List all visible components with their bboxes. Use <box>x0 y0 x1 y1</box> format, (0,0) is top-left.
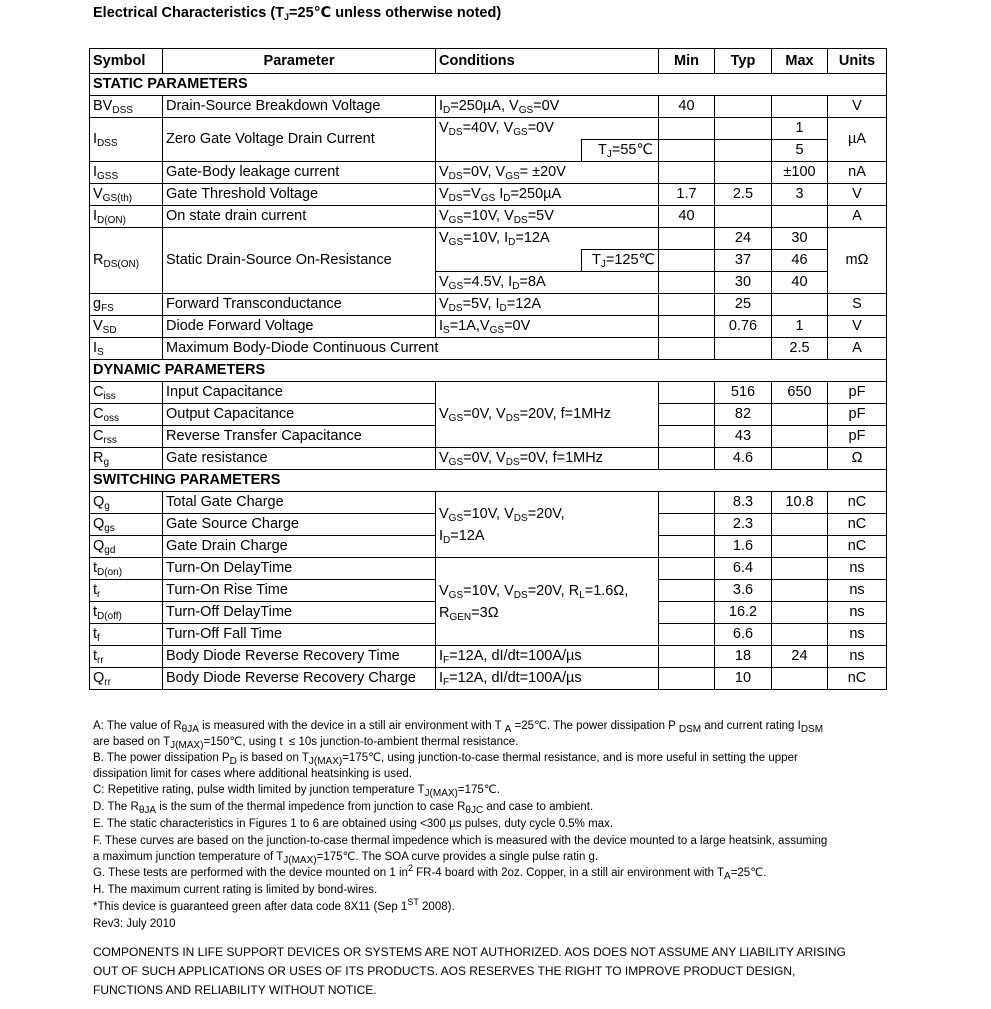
min-cell <box>659 162 715 184</box>
min-cell <box>659 382 715 404</box>
max-cell <box>772 558 828 580</box>
symbol-cell: $Q_{gd}$ <box>90 536 163 558</box>
parameter-cell: Forward Transconductance <box>163 294 436 316</box>
min-cell <box>659 492 715 514</box>
note-green: *This device is guaranteed green after data code 8X11 (Sep 1ST 2008). <box>93 897 455 913</box>
typ-cell <box>715 162 772 184</box>
min-cell <box>659 536 715 558</box>
max-cell: 30 <box>772 228 828 250</box>
header-typ: Typ <box>715 49 772 74</box>
parameter-cell: Gate resistance <box>163 448 436 470</box>
parameter-cell: Turn-On Rise Time <box>163 580 436 602</box>
min-cell <box>659 338 715 360</box>
min-cell <box>659 580 715 602</box>
table-row <box>90 184 887 206</box>
symbol-cell: $g_{FS}$ <box>90 294 163 316</box>
symbol-cell: $t_{rr}$ <box>90 646 163 668</box>
max-cell <box>772 206 828 228</box>
parameter-cell: Turn-Off Fall Time <box>163 624 436 646</box>
max-cell: 1 <box>772 118 828 140</box>
typ-cell: 4.6 <box>715 448 772 470</box>
symbol-cell: $I_S$ <box>90 338 163 360</box>
typ-cell: 0.76 <box>715 316 772 338</box>
conditions-cell: $V_{DS}=V_{GS}$ $I_D=250\mu A$ <box>436 184 659 206</box>
note-d: D. The $R_{\theta JA}$ is the sum of the thermal impedence from junction to case $R_{\theta JC}$ and case to ambient. <box>93 801 594 816</box>
symbol-cell: $I_{DSS}$ <box>90 118 163 162</box>
symbol-cell: $R_g$ <box>90 448 163 470</box>
conditions-cell: $V_{DS}=0V$, $V_{GS}= \pm 20V$ <box>436 162 659 184</box>
typ-cell: 516 <box>715 382 772 404</box>
typ-cell <box>715 338 772 360</box>
conditions-cell: $V_{GS}=0V$, $V_{DS}=20V$, f=1MHz <box>436 382 659 448</box>
tj-condition-cell: $T_J=125℃$ <box>582 250 659 272</box>
footnotes <box>93 718 893 933</box>
units-cell: V <box>828 96 887 118</box>
table-row <box>90 646 887 668</box>
header-units: Units <box>828 49 887 74</box>
typ-cell: 10 <box>715 668 772 690</box>
parameter-cell: Turn-Off DelayTime <box>163 602 436 624</box>
conditions-cell: $I_F=12A$, dI/dt=100A/µs <box>436 668 659 690</box>
table-row <box>90 448 887 470</box>
conditions-cell: $I_F=12A$, dI/dt=100A/µs <box>436 646 659 668</box>
max-cell: ±100 <box>772 162 828 184</box>
symbol-cell: $Q_{rr}$ <box>90 668 163 690</box>
max-cell: 46 <box>772 250 828 272</box>
units-cell: pF <box>828 404 887 426</box>
conditions-cell: $V_{GS}=10V$, $V_{DS}=20V$, $I_D=12A$ <box>436 492 659 558</box>
min-cell <box>659 316 715 338</box>
parameter-cell: Body Diode Reverse Recovery Charge <box>163 668 436 690</box>
revision: Rev3: July 2010 <box>93 918 176 930</box>
min-cell: 1.7 <box>659 184 715 206</box>
typ-cell: 30 <box>715 272 772 294</box>
typ-cell <box>715 96 772 118</box>
table-row <box>90 96 887 118</box>
max-cell <box>772 404 828 426</box>
min-cell <box>659 426 715 448</box>
section-dynamic: DYNAMIC PARAMETERS <box>90 360 887 382</box>
units-cell: nA <box>828 162 887 184</box>
max-cell <box>772 514 828 536</box>
page-title: Electrical Characteristics ($T_J=25℃$ unless otherwise noted) <box>93 5 502 22</box>
parameter-cell: Output Capacitance <box>163 404 436 426</box>
typ-cell: 2.5 <box>715 184 772 206</box>
header-parameter: Parameter <box>163 49 436 74</box>
min-cell <box>659 272 715 294</box>
typ-cell: 2.3 <box>715 514 772 536</box>
conditions-cell: $V_{GS}=10V$, $I_D=12A$ <box>436 228 659 250</box>
max-cell: 5 <box>772 140 828 162</box>
note-e: E. The static characteristics in Figures 1 to 6 are obtained using <300 µs pulses, duty cycle 0.5% max. <box>93 818 614 830</box>
typ-cell: 6.4 <box>715 558 772 580</box>
units-cell: ns <box>828 646 887 668</box>
max-cell: 1 <box>772 316 828 338</box>
typ-cell: 3.6 <box>715 580 772 602</box>
header-symbol: Symbol <box>90 49 163 74</box>
table-row <box>90 492 887 514</box>
symbol-cell: $V_{GS(th)}$ <box>90 184 163 206</box>
max-cell: 24 <box>772 646 828 668</box>
parameter-cell: Static Drain-Source On-Resistance <box>163 228 436 294</box>
min-cell <box>659 624 715 646</box>
symbol-cell: $t_{D(on)}$ <box>90 558 163 580</box>
typ-cell: 1.6 <box>715 536 772 558</box>
max-cell: 650 <box>772 382 828 404</box>
section-switching: SWITCHING PARAMETERS <box>90 470 887 492</box>
conditions-cell: $V_{GS}=10V$, $V_{DS}=20V$, $R_L=1.6\Omega$, $R_{GEN}=3\Omega$ <box>436 558 659 646</box>
units-cell: µA <box>828 118 887 162</box>
min-cell <box>659 558 715 580</box>
units-cell: S <box>828 294 887 316</box>
units-cell: Ω <box>828 448 887 470</box>
electrical-characteristics-table <box>89 48 887 690</box>
typ-cell: 43 <box>715 426 772 448</box>
max-cell <box>772 96 828 118</box>
table-header-row <box>90 49 887 74</box>
note-b: B. The power dissipation $P_D$ is based on $T_{J(MAX)}=175℃$, using junction-to-case thermal resistance, and is more useful in setting the upper dissipation limit for cases where additional heatsinking is used. <box>93 752 798 780</box>
min-cell <box>659 646 715 668</box>
parameter-cell: Input Capacitance <box>163 382 436 404</box>
table-row <box>90 382 887 404</box>
section-row-switching <box>90 470 887 492</box>
symbol-cell: $I_{GSS}$ <box>90 162 163 184</box>
header-max: Max <box>772 49 828 74</box>
min-cell <box>659 404 715 426</box>
symbol-cell: $t_f$ <box>90 624 163 646</box>
table-row <box>90 558 887 580</box>
symbol-cell: $t_{D(off)}$ <box>90 602 163 624</box>
min-cell <box>659 228 715 250</box>
parameter-cell: On state drain current <box>163 206 436 228</box>
max-cell: 10.8 <box>772 492 828 514</box>
max-cell <box>772 668 828 690</box>
note-g: G. These tests are performed with the device mounted on 1 $in^2$ FR-4 board with 2oz. Copper, in a still air environment with $T_A=25℃$. <box>93 863 767 882</box>
conditions-cell: $V_{GS}=4.5V$, $I_D=8A$ <box>436 272 659 294</box>
units-cell: nC <box>828 514 887 536</box>
typ-cell <box>715 118 772 140</box>
min-cell <box>659 668 715 690</box>
conditions-cell: $I_S=1A,V_{GS}=0V$ <box>436 316 659 338</box>
parameter-cell: Gate Threshold Voltage <box>163 184 436 206</box>
min-cell <box>659 514 715 536</box>
tj-condition-cell: $T_J=55℃$ <box>582 140 659 162</box>
typ-cell: 8.3 <box>715 492 772 514</box>
table-row <box>90 338 887 360</box>
max-cell: 3 <box>772 184 828 206</box>
units-cell: ns <box>828 624 887 646</box>
parameter-cell: Zero Gate Voltage Drain Current <box>163 118 436 162</box>
table-row <box>90 316 887 338</box>
note-f: F. These curves are based on the junction-to-case thermal impedence which is measured with the device mounted to a large heatsink, assuming a maximum junction temperature of $T_{J(MAX)}=175℃$. The SOA curve provides a single pulse ratin g. <box>93 835 828 866</box>
symbol-cell: $Q_{gs}$ <box>90 514 163 536</box>
typ-cell: 6.6 <box>715 624 772 646</box>
symbol-cell: $C_{iss}$ <box>90 382 163 404</box>
typ-cell <box>715 206 772 228</box>
parameter-cell: Maximum Body-Diode Continuous Current <box>163 338 659 360</box>
header-conditions: Conditions <box>436 49 659 74</box>
units-cell: mΩ <box>828 228 887 294</box>
symbol-cell: $BV_{DSS}$ <box>90 96 163 118</box>
max-cell <box>772 624 828 646</box>
section-row-static <box>90 74 887 96</box>
section-static: STATIC PARAMETERS <box>90 74 887 96</box>
typ-cell <box>715 140 772 162</box>
typ-cell: 37 <box>715 250 772 272</box>
units-cell: nC <box>828 668 887 690</box>
max-cell <box>772 602 828 624</box>
disclaimer-line: COMPONENTS IN LIFE SUPPORT DEVICES OR SYSTEMS ARE NOT AUTHORIZED. AOS DOES NOT ASSUME ANY LIABILITY ARISING <box>93 945 846 959</box>
parameter-cell: Gate-Body leakage current <box>163 162 436 184</box>
max-cell: 40 <box>772 272 828 294</box>
units-cell: nC <box>828 536 887 558</box>
units-cell: V <box>828 316 887 338</box>
symbol-cell: $t_r$ <box>90 580 163 602</box>
max-cell: 2.5 <box>772 338 828 360</box>
note-a: A: The value of $R_{\theta JA}$ is measured with the device in a still air environment with T $_A$ =25℃. The power dissipation P $_{DSM}$ and current rating $I_{DSM}$ are based on $T_{J(MAX)}=150℃$, using t ≤ 10s junction-to-ambient thermal resistance. <box>93 720 824 751</box>
max-cell <box>772 426 828 448</box>
disclaimer-line: FUNCTIONS AND RELIABILITY WITHOUT NOTICE. <box>93 983 377 997</box>
min-cell <box>659 118 715 140</box>
parameter-cell: Reverse Transfer Capacitance <box>163 426 436 448</box>
conditions-cell <box>436 250 582 272</box>
units-cell: A <box>828 338 887 360</box>
units-cell: pF <box>828 382 887 404</box>
disclaimer-line: OUT OF SUCH APPLICATIONS OR USES OF ITS PRODUCTS. AOS RESERVES THE RIGHT TO IMPROVE PRODUCT DESIGN, <box>93 964 796 978</box>
symbol-cell: $Q_g$ <box>90 492 163 514</box>
max-cell <box>772 580 828 602</box>
section-row-dynamic <box>90 360 887 382</box>
header-min: Min <box>659 49 715 74</box>
typ-cell: 24 <box>715 228 772 250</box>
parameter-cell: Total Gate Charge <box>163 492 436 514</box>
min-cell <box>659 140 715 162</box>
conditions-cell: $I_D=250\mu A$, $V_{GS}=0V$ <box>436 96 659 118</box>
min-cell <box>659 602 715 624</box>
min-cell <box>659 250 715 272</box>
symbol-cell: $I_{D(ON)}$ <box>90 206 163 228</box>
symbol-cell: $C_{rss}$ <box>90 426 163 448</box>
table-row <box>90 228 887 250</box>
parameter-cell: Gate Source Charge <box>163 514 436 536</box>
units-cell: nC <box>828 492 887 514</box>
symbol-cell: $R_{DS(ON)}$ <box>90 228 163 294</box>
parameter-cell: Body Diode Reverse Recovery Time <box>163 646 436 668</box>
parameter-cell: Gate Drain Charge <box>163 536 436 558</box>
typ-cell: 82 <box>715 404 772 426</box>
table-row <box>90 118 887 140</box>
parameter-cell: Turn-On DelayTime <box>163 558 436 580</box>
max-cell <box>772 536 828 558</box>
min-cell <box>659 448 715 470</box>
units-cell: ns <box>828 580 887 602</box>
parameter-cell: Diode Forward Voltage <box>163 316 436 338</box>
units-cell: ns <box>828 602 887 624</box>
min-cell <box>659 294 715 316</box>
typ-cell: 25 <box>715 294 772 316</box>
units-cell: A <box>828 206 887 228</box>
conditions-cell: $V_{GS}=0V$, $V_{DS}=0V$, f=1MHz <box>436 448 659 470</box>
units-cell: pF <box>828 426 887 448</box>
typ-cell: 18 <box>715 646 772 668</box>
table-row <box>90 668 887 690</box>
table-row <box>90 162 887 184</box>
min-cell: 40 <box>659 96 715 118</box>
symbol-cell: $C_{oss}$ <box>90 404 163 426</box>
units-cell: ns <box>828 558 887 580</box>
conditions-cell: $V_{GS}=10V$, $V_{DS}=5V$ <box>436 206 659 228</box>
conditions-cell: $V_{DS}=40V$, $V_{GS}=0V$ <box>436 118 659 140</box>
parameter-cell: Drain-Source Breakdown Voltage <box>163 96 436 118</box>
disclaimer <box>93 943 893 1000</box>
typ-cell: 16.2 <box>715 602 772 624</box>
note-c: C: Repetitive rating, pulse width limited by junction temperature $T_{J(MAX)}=175℃$. <box>93 784 500 799</box>
table-row <box>90 206 887 228</box>
conditions-cell: $V_{DS}=5V$, $I_D=12A$ <box>436 294 659 316</box>
table-row <box>90 294 887 316</box>
min-cell: 40 <box>659 206 715 228</box>
conditions-cell <box>436 140 582 162</box>
note-h: H. The maximum current rating is limited by bond-wires. <box>93 884 378 896</box>
max-cell <box>772 448 828 470</box>
max-cell <box>772 294 828 316</box>
symbol-cell: $V_{SD}$ <box>90 316 163 338</box>
units-cell: V <box>828 184 887 206</box>
